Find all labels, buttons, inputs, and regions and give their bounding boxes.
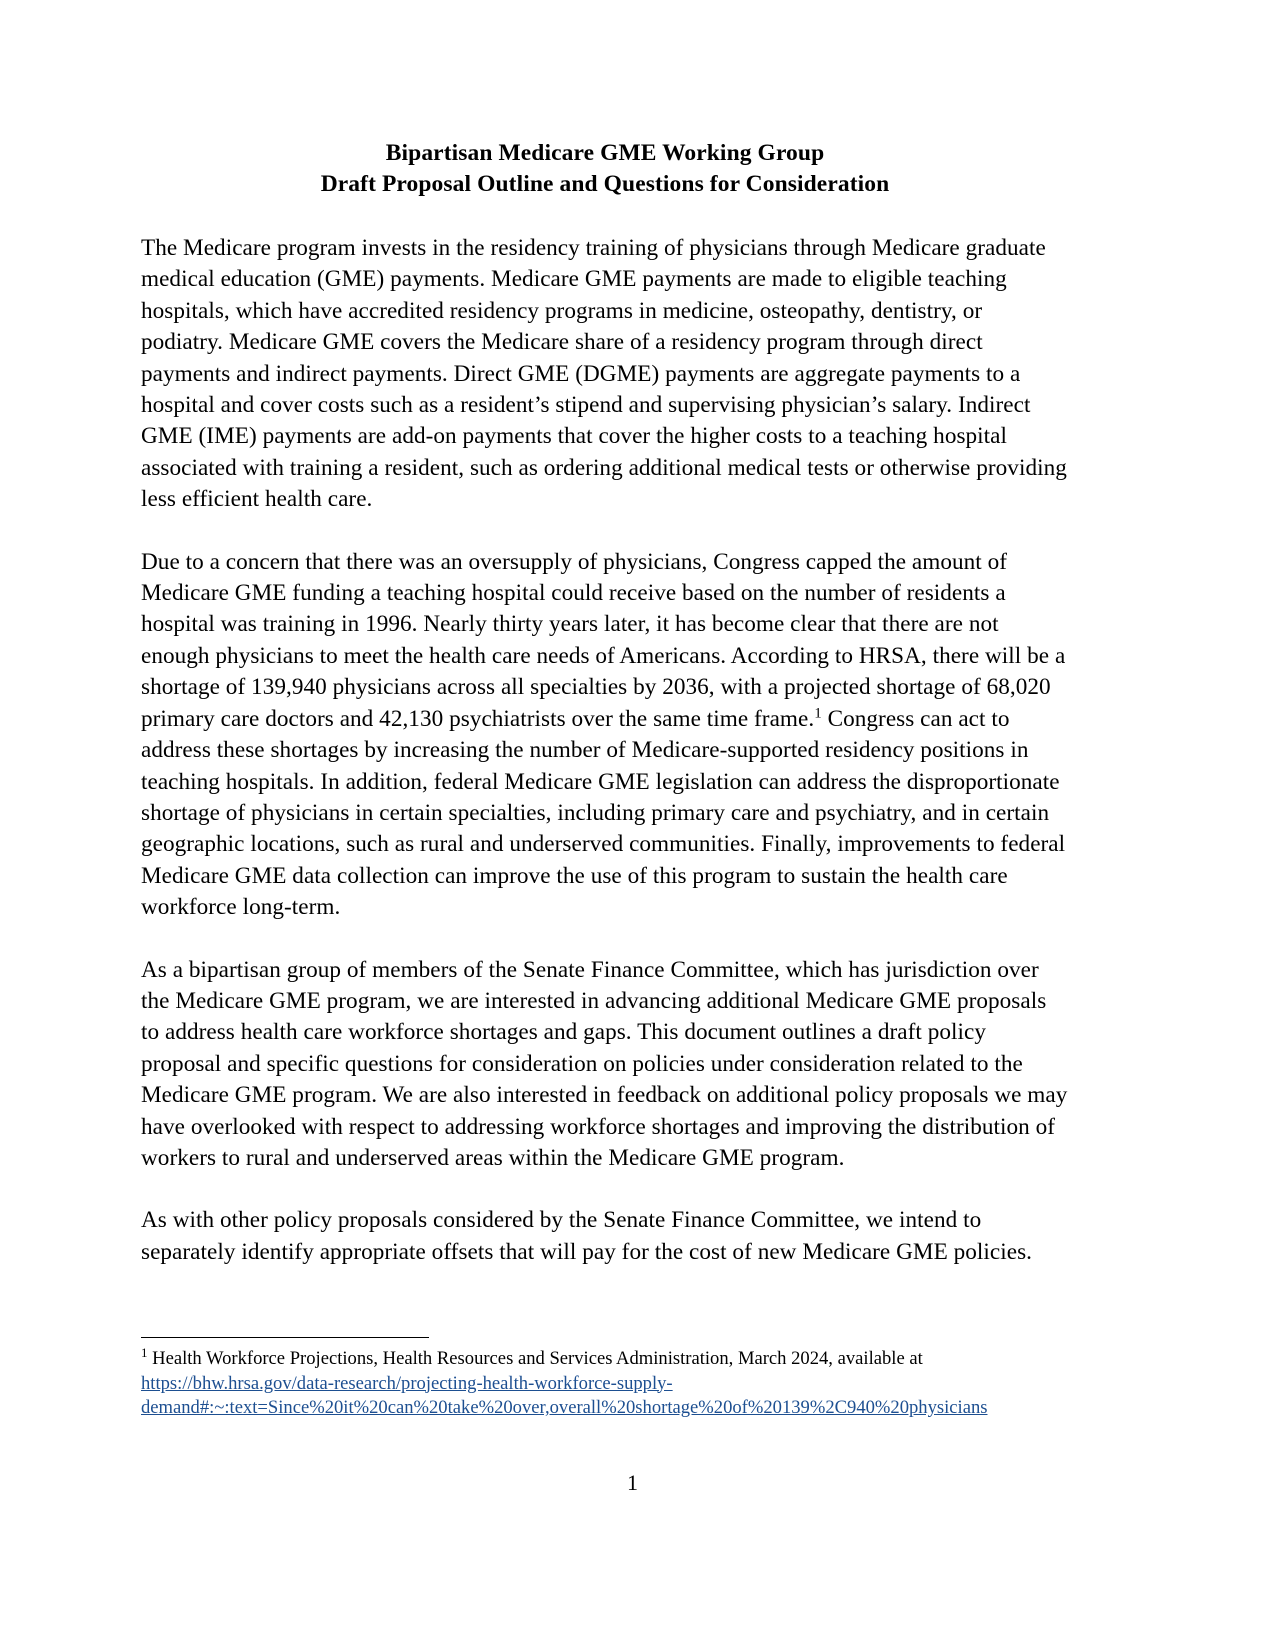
paragraph-2 bbox=[141, 547, 1069, 924]
footnote-1 bbox=[141, 1344, 1071, 1421]
paragraph-3: As a bipartisan group of members of the Senate Finance Committee, which has jurisdiction over the Medicare GME program, we are interested in advancing additional Medicare GME proposals to address health care workforce shortages and gaps. This document outlines a draft policy proposal and specific questions for consideration on policies under consideration related to the Medicare GME program. We are also interested in feedback on additional policy proposals we may have overlooked with respect to addressing workforce shortages and improving the distribution of workers to rural and underserved areas within the Medicare GME program. bbox=[141, 956, 1068, 1171]
paragraph-spacer bbox=[141, 1174, 1069, 1205]
paragraph-4: As with other policy proposals considered by the Senate Finance Committee, we intend to separately identify appropriate offsets that will pay for the cost of new Medicare GME policies. bbox=[141, 1207, 1033, 1265]
paragraph-spacer bbox=[141, 924, 1069, 955]
footnote-link-line-1[interactable]: https://bhw.hrsa.gov/data-research/projecting-health-workforce-supply- bbox=[141, 1372, 673, 1394]
footnote-marker: 1 bbox=[141, 1344, 148, 1360]
paragraph-2-text-after-footnote: Congress can act to address these shortages by increasing the number of Medicare-supported residency positions in teaching hospitals. In addition, federal Medicare GME legislation can address the disproportionate shortage of physicians in certain specialties, including primary care and psychiatry, and in certain geographic locations, such as rural and underserved communities. Finally, improvements to federal Medicare GME data collection can improve the use of this program to sustain the health care workforce long-term. bbox=[141, 705, 1066, 921]
paragraph-1: The Medicare program invests in the residency training of physicians through Medicare graduate medical education (GME) payments. Medicare GME payments are made to eligible teaching hospitals, which have accredited residency programs in medicine, osteopathy, dentistry, or podiatry. Medicare GME covers the Medicare share of a residency program through direct payments and indirect payments. Direct GME (DGME) payments are aggregate payments to a hospital and cover costs such as a resident’s stipend and supervising physician’s salary. Indirect GME (IME) payments are add-on payments that cover the higher costs to a teaching hospital associated with training a resident, such as ordering additional medical tests or otherwise providing less efficient health care. bbox=[141, 235, 1067, 513]
paragraph-2-text-before-footnote: Due to a concern that there was an oversupply of physicians, Congress capped the amount of Medicare GME funding a teaching hospital could receive based on the number of residents a hospital was training in 1996. Nearly thirty years later, it has become clear that there are not enough physicians to meet the health care needs of Americans. According to HRSA, there will be a shortage of 139,940 physicians across all specialties by 2036, with a projected shortage of 68,020 primary care doctors and 42,130 psychiatrists over the same time frame. bbox=[141, 548, 1066, 732]
footnote-section bbox=[141, 1337, 1071, 1421]
footnote-text: Health Workforce Projections, Health Resources and Services Administration, March 2024, available at bbox=[152, 1348, 923, 1369]
page-number: 1 bbox=[627, 1470, 638, 1495]
spacer-after-title bbox=[141, 200, 1069, 233]
footnote-separator-rule bbox=[141, 1337, 429, 1338]
document-body bbox=[141, 138, 1069, 1268]
footnote-link-line-2[interactable]: demand#:~:text=Since%20it%20can%20take%20over,overall%20shortage%20of%20139%2C940%20physicians bbox=[141, 1397, 988, 1419]
title-line-2: Draft Proposal Outline and Questions for Consideration bbox=[320, 171, 890, 197]
footnote-reference-1[interactable]: 1 bbox=[814, 704, 822, 721]
paragraph-spacer bbox=[141, 516, 1069, 547]
title-line-1: Bipartisan Medicare GME Working Group bbox=[385, 140, 825, 166]
document-title bbox=[141, 138, 1069, 200]
